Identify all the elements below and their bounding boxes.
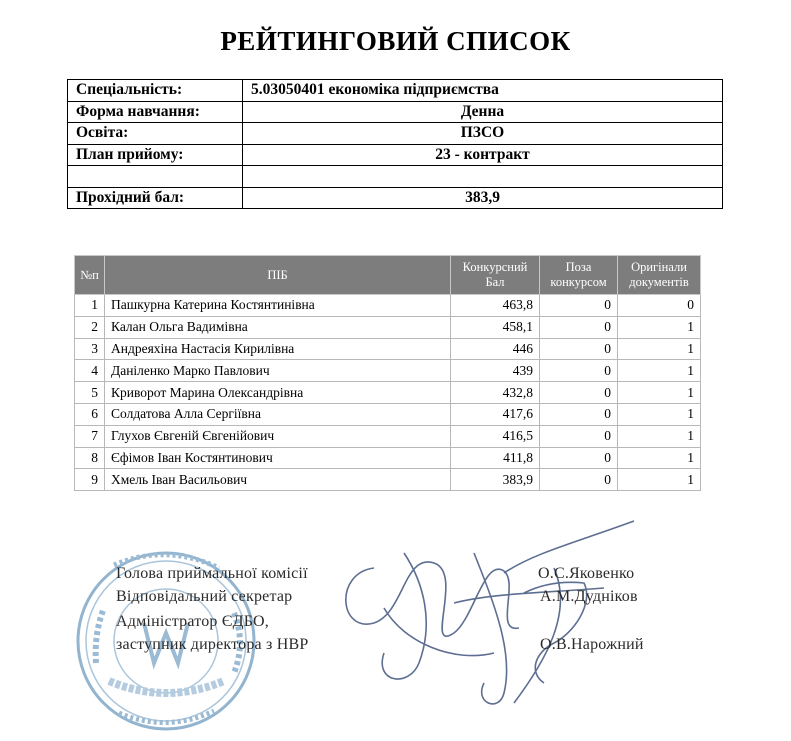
competition-score: 417,6 — [451, 403, 540, 425]
info-row-specialty — [68, 80, 723, 102]
ranking-body — [75, 295, 701, 491]
competition-score: 416,5 — [451, 425, 540, 447]
passing-score-value: 383,9 — [243, 187, 723, 209]
original-documents: 1 — [618, 447, 701, 469]
ranking-table — [74, 255, 701, 491]
page-title: РЕЙТИНГОВИЙ СПИСОК — [220, 26, 571, 56]
competition-score: 383,9 — [451, 469, 540, 491]
row-number: 1 — [75, 295, 105, 317]
competition-score: 439 — [451, 360, 540, 382]
column-header-out-line2: конкурсом — [550, 275, 607, 289]
applicant-name: Солдатова Алла Сергіївна — [105, 403, 451, 425]
empty-cell — [243, 166, 723, 188]
signature-role-head-of-commission: Голова приймальної комісії — [116, 565, 308, 582]
applicant-name: Калан Ольга Вадимівна — [105, 316, 451, 338]
out-of-competition: 0 — [540, 338, 618, 360]
admission-plan-label: План прийому: — [68, 144, 243, 166]
table-row — [75, 425, 701, 447]
row-number: 3 — [75, 338, 105, 360]
table-row — [75, 316, 701, 338]
ranking-header-row — [75, 256, 701, 295]
signature-name-yakovenko: О.С.Яковенко — [538, 565, 635, 582]
table-row — [75, 295, 701, 317]
out-of-competition: 0 — [540, 469, 618, 491]
handwritten-signature-icon — [346, 521, 634, 704]
admission-info-table — [67, 79, 723, 209]
row-number: 2 — [75, 316, 105, 338]
row-number: 6 — [75, 403, 105, 425]
original-documents: 1 — [618, 469, 701, 491]
signature-role-deputy-director: заступник директора з НВР — [116, 636, 309, 653]
out-of-competition: 0 — [540, 382, 618, 404]
column-header-score-line2: Бал — [485, 275, 505, 289]
original-documents: 1 — [618, 316, 701, 338]
out-of-competition: 0 — [540, 425, 618, 447]
applicant-name: Хмель Іван Васильович — [105, 469, 451, 491]
info-row-plan — [68, 144, 723, 166]
competition-score: 446 — [451, 338, 540, 360]
info-row-empty — [68, 166, 723, 188]
competition-score: 463,8 — [451, 295, 540, 317]
column-header-out-line1: Поза — [565, 260, 592, 274]
column-header-orig-line1: Оригінали — [631, 260, 687, 274]
signature-role-edbo-admin: Адміністратор ЄДБО, — [116, 613, 269, 630]
admission-plan-value: 23 - контракт — [243, 144, 723, 166]
original-documents: 1 — [618, 338, 701, 360]
passing-score-label: Прохідний бал: — [68, 187, 243, 209]
out-of-competition: 0 — [540, 447, 618, 469]
original-documents: 1 — [618, 425, 701, 447]
signature-role-secretary: Відповідальний секретар — [116, 588, 293, 605]
table-row — [75, 447, 701, 469]
table-row — [75, 360, 701, 382]
original-documents: 1 — [618, 360, 701, 382]
competition-score: 411,8 — [451, 447, 540, 469]
column-header-orig-line2: документів — [629, 275, 689, 289]
out-of-competition: 0 — [540, 295, 618, 317]
info-row-form — [68, 101, 723, 123]
out-of-competition: 0 — [540, 360, 618, 382]
competition-score: 458,1 — [451, 316, 540, 338]
original-documents: 1 — [618, 382, 701, 404]
column-header-original-documents — [618, 256, 701, 295]
competition-score: 432,8 — [451, 382, 540, 404]
info-row-education — [68, 123, 723, 145]
original-documents: 0 — [618, 295, 701, 317]
education-value: ПЗСО — [243, 123, 723, 145]
education-label: Освіта: — [68, 123, 243, 145]
study-form-label: Форма навчання: — [68, 101, 243, 123]
row-number: 7 — [75, 425, 105, 447]
applicant-name: Даніленко Марко Павлович — [105, 360, 451, 382]
table-row — [75, 338, 701, 360]
applicant-name: Пашкурна Катерина Костянтинівна — [105, 295, 451, 317]
signature-name-dudnikov: А.М.Дудніков — [540, 588, 638, 605]
empty-cell — [68, 166, 243, 188]
study-form-value: Денна — [243, 101, 723, 123]
applicant-name: Глухов Євгеній Євгенійович — [105, 425, 451, 447]
column-header-number: №п — [75, 256, 105, 295]
applicant-name: Андреяхіна Настасія Кирилівна — [105, 338, 451, 360]
column-header-out-of-competition — [540, 256, 618, 295]
applicant-name: Криворот Марина Олександрівна — [105, 382, 451, 404]
signature-name-narozhnyi: О.В.Нарожний — [540, 636, 644, 653]
original-documents: 1 — [618, 403, 701, 425]
column-header-score — [451, 256, 540, 295]
applicant-name: Єфімов Іван Костянтинович — [105, 447, 451, 469]
specialty-label: Спеціальність: — [68, 80, 243, 102]
row-number: 4 — [75, 360, 105, 382]
column-header-score-line1: Конкурсний — [462, 260, 528, 274]
row-number: 8 — [75, 447, 105, 469]
table-row — [75, 469, 701, 491]
row-number: 9 — [75, 469, 105, 491]
column-header-name: ПІБ — [105, 256, 451, 295]
row-number: 5 — [75, 382, 105, 404]
out-of-competition: 0 — [540, 403, 618, 425]
signature-block — [74, 513, 710, 735]
table-row — [75, 382, 701, 404]
table-row — [75, 403, 701, 425]
out-of-competition: 0 — [540, 316, 618, 338]
specialty-value: 5.03050401 економіка підприємства — [243, 80, 723, 102]
info-row-passing-score — [68, 187, 723, 209]
